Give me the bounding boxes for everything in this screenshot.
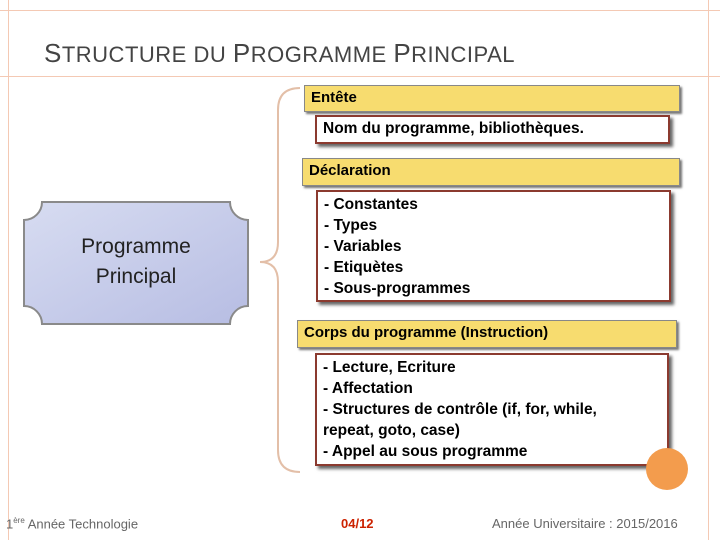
declaration-item: - Types — [324, 217, 378, 234]
decorative-circle — [646, 448, 688, 490]
section-label-entete: Entête — [304, 85, 680, 112]
corps-item: - Appel au sous programme — [323, 443, 528, 460]
corps-item: repeat, goto, case) — [323, 422, 460, 439]
brace-shape — [258, 84, 304, 484]
corps-item: - Lecture, Ecriture — [323, 359, 456, 376]
page-number: 04/12 — [341, 516, 374, 531]
section-box-corps — [315, 353, 669, 466]
entete-item: Nom du programme, bibliothèques. — [323, 120, 584, 137]
footer-course: 1ère Année Technologie — [6, 516, 139, 532]
frame-divider-line — [0, 76, 720, 77]
section-label-declaration: Déclaration — [302, 158, 680, 186]
frame-right-line — [708, 0, 709, 540]
declaration-item: - Variables — [324, 238, 402, 255]
declaration-item: - Etiquètes — [324, 259, 404, 276]
corps-item: - Structures de contrôle (if, for, while, — [323, 401, 597, 418]
frame-left-line — [8, 0, 9, 540]
section-box-declaration — [316, 190, 671, 302]
slide-title: STRUCTURE DU PROGRAMME PRINCIPAL — [44, 38, 515, 68]
section-label-corps: Corps du programme (Instruction) — [297, 320, 677, 348]
plaque-text: Programme Principal — [81, 235, 191, 288]
section-box-entete — [315, 115, 670, 144]
corps-item: - Affectation — [323, 380, 413, 397]
frame-top-line — [0, 10, 720, 11]
declaration-item: - Constantes — [324, 196, 418, 213]
declaration-item: - Sous-programmes — [324, 280, 471, 297]
footer-academic-year: Année Universitaire : 2015/2016 — [492, 516, 678, 531]
